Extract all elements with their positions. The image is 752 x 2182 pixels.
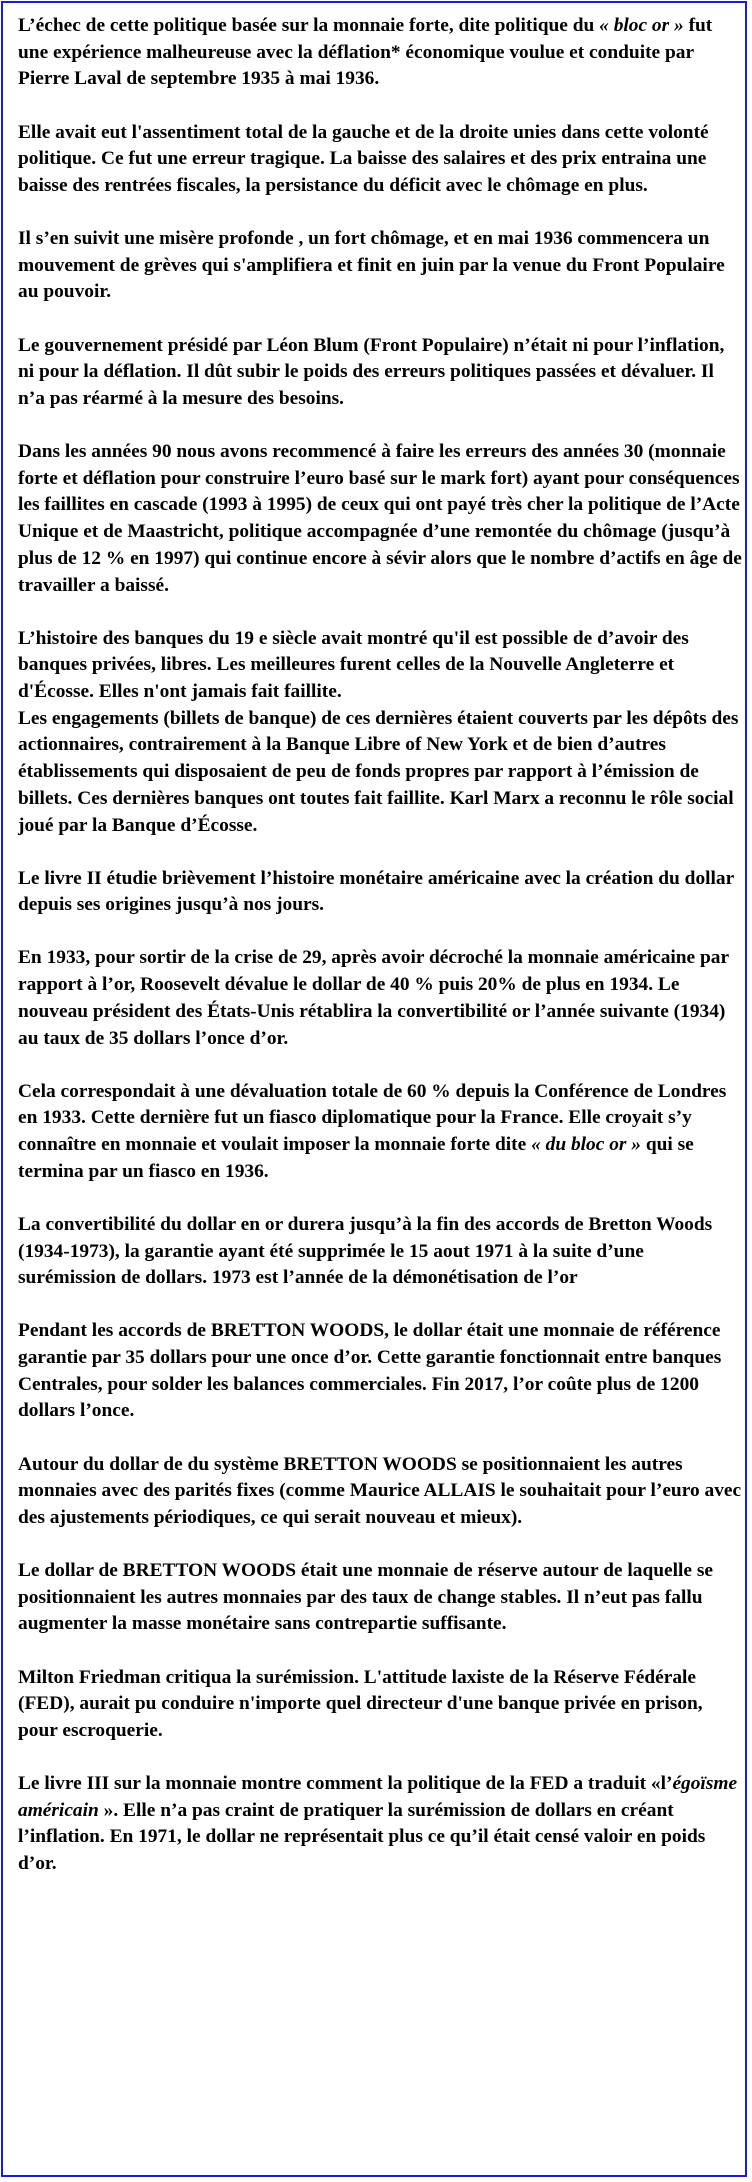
paragraph-1 xyxy=(18,13,744,93)
paragraph-8: Le livre II étudie brièvement l’histoire monétaire américaine avec la création du dollar depuis ses origines jusqu’à nos jours. xyxy=(18,867,734,916)
paragraph-1-text-a: L’échec de cette politique basée sur la monnaie forte, dite politique du xyxy=(18,15,600,36)
paragraph-15: Milton Friedman critiqua la surémission. L'attitude laxiste de la Réserve Fédérale (FED), aurait pu conduire n'importe quel directeur d'une banque privée en prison, pour escroquerie. xyxy=(18,1666,703,1741)
document-body xyxy=(18,13,744,1904)
paragraph-9: En 1933, pour sortir de la crise de 29, après avoir décroché la monnaie américaine par rapport à l’or, Roosevelt dévalue le dollar de 40 % puis 20% de plus en 1934. Le nouveau président des États-Unis rétablira la convertibilité or l’année suivante (1934) au taux de 35 dollars l’once d’or. xyxy=(18,947,729,1049)
paragraph-16-text-a: Le livre III sur la monnaie montre comment la politique de la FED a traduit «l’ xyxy=(18,1773,673,1795)
paragraph-3: Il s’en suivit une misère profonde , un fort chômage, et en mai 1936 commencera un mouvement de grèves qui s'amplifiera et finit en juin par la venue du Front Populaire au pouvoir. xyxy=(18,228,725,303)
paragraph-13: Autour du dollar de du système BRETTON WOODS se positionnaient les autres monnaies avec des parités fixes (comme Maurice ALLAIS le souhaitait pour l’euro avec des ajustements périodiques, ce qui serait nouveau et mieux). xyxy=(18,1453,742,1528)
paragraph-10-text-b: qui se termina par un fiasco en 1936. xyxy=(18,1134,694,1182)
paragraph-7: Les engagements (billets de banque) de ces dernières étaient couverts par les dépôts des actionnaires, contrairement à la Banque Libre of New York et de bien d’autres établissements qui disposaient de peu de fonds propres par rapport à l’émission de billets. Ces dernières banques ont toutes fait faillite. Karl Marx a reconnu le rôle social joué par la Banque d’Écosse. xyxy=(18,707,739,836)
paragraph-16-emphasis: égoïsme américain xyxy=(18,1773,738,1821)
paragraph-11: La convertibilité du dollar en or durera jusqu’à la fin des accords de Bretton Woods (1934-1973), la garantie ayant été supprimée le 15 aout 1971 à la suite d’une surémission de dollars. 1973 est l’année de la démonétisation de l’or xyxy=(18,1213,713,1289)
paragraph-1-emphasis: « bloc or » xyxy=(599,15,684,36)
paragraph-16-text-b: ». Elle n’a pas craint de pratiquer la surémission de dollars en créant l’inflation. En 1971, le dollar ne représentait plus ce qu’il était censé valoir en poids d’or. xyxy=(18,1799,706,1875)
paragraph-14: Le dollar de BRETTON WOODS était une monnaie de réserve autour de laquelle se positionnaient les autres monnaies par des taux de change stables. Il n’eut pas fallu augmenter la masse monétaire sans contrepartie suffisante. xyxy=(18,1560,714,1635)
paragraph-16 xyxy=(18,1771,744,1878)
paragraph-1-text-b: fut une expérience malheureuse avec la déflation* économique voulue et conduite par Pierre Laval de septembre 1935 à mai 1936. xyxy=(18,15,713,90)
paragraph-4: Le gouvernement présidé par Léon Blum (Front Populaire) n’était ni pour l’inflation, ni pour la déflation. Il dût subir le poids des erreurs politiques passées et dévaluer. Il n’a pas réarmé à la mesure des besoins. xyxy=(18,334,725,409)
paragraph-12: Pendant les accords de BRETTON WOODS, le dollar était une monnaie de référence garantie par 35 dollars pour une once d’or. Cette garantie fonctionnait entre banques Centrales, pour solder les balances commerciales. Fin 2017, l’or coûte plus de 1200 dollars l’once. xyxy=(18,1320,722,1422)
paragraph-10-text-a: Cela correspondait à une dévaluation totale de 60 % depuis la Conférence de Londres en 1933. Cette dernière fut un fiasco diplomatique pour la France. Elle croyait s’y connaître en monnaie et voulait imposer la monnaie forte dite xyxy=(18,1080,727,1156)
paragraph-10 xyxy=(18,1079,744,1186)
paragraph-5: Dans les années 90 nous avons recommencé à faire les erreurs des années 30 (monnaie forte et déflation pour construire l’euro basé sur le mark fort) ayant pour conséquences les faillites en cascade (1993 à 1995) de ceux qui ont payé très cher la politique de l’Acte Unique et de Maastricht, politique accompagnée d’une remontée du chômage (jusqu’à plus de 12 % en 1997) qui continue encore à sévir alors que le nombre d’actifs en âge de travailler a baissé. xyxy=(18,441,742,596)
paragraph-2: Elle avait eut l'assentiment total de la gauche et de la droite unies dans cette volonté politique. Ce fut une erreur tragique. La baisse des salaires et des prix entraina une baisse des rentrées fiscales, la persistance du déficit avec le chômage en plus. xyxy=(18,121,709,196)
paragraph-6: L’histoire des banques du 19 e siècle avait montré qu'il est possible de d’avoir des banques privées, libres. Les meilleures furent celles de la Nouvelle Angleterre et d'Écosse. Elles n'ont jamais fait faillite. xyxy=(18,627,689,703)
paragraph-10-emphasis: « du bloc or » xyxy=(531,1134,641,1156)
